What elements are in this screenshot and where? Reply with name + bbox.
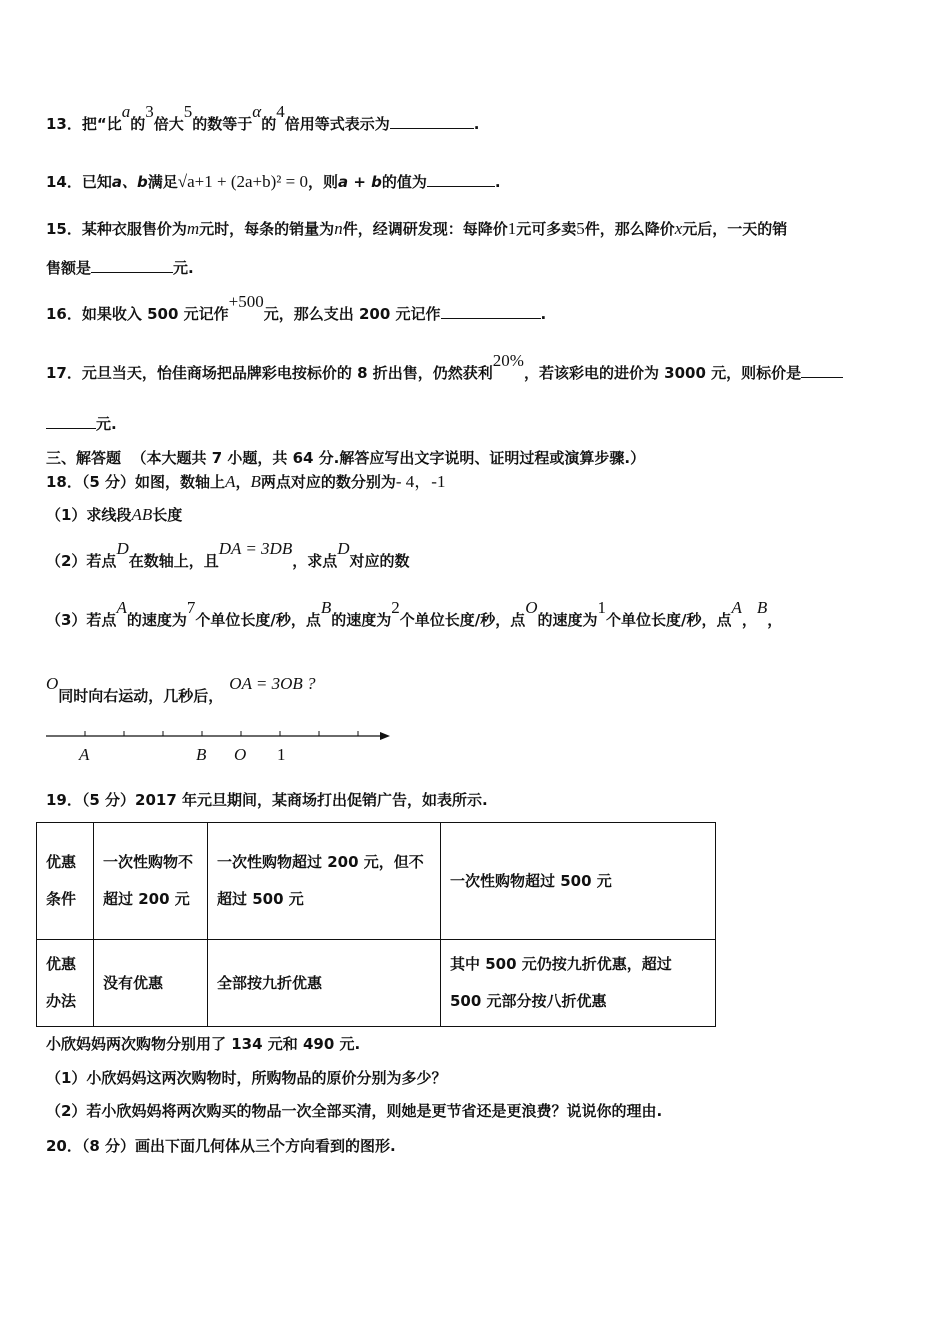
math-num: 5 xyxy=(183,102,193,121)
question-17 xyxy=(46,351,843,383)
answer-blank[interactable] xyxy=(441,304,541,319)
q-text: 售额是 xyxy=(46,259,92,277)
q-text: （3）若点 xyxy=(46,611,117,629)
q-text: 倍大 xyxy=(153,115,184,133)
q-text: 件，那么降价 xyxy=(584,220,675,238)
q-number: 18． xyxy=(46,473,82,491)
math-var: O xyxy=(46,674,59,693)
table-cell: 没有优惠 xyxy=(94,940,208,1027)
math-var: D xyxy=(337,539,350,558)
question-19-part2: （2）若小欣妈妈将两次购买的物品一次全部买清，则她是更节省还是更浪费？说说你的理由. xyxy=(46,1102,663,1120)
q-text: 满足 xyxy=(147,173,178,191)
q-number: 17． xyxy=(46,364,82,382)
question-19-part1: （1）小欣妈妈这两次购物时，所购物品的原价分别为多少？ xyxy=(46,1069,447,1087)
q-text: 两点对应的数分别为 xyxy=(260,473,396,491)
math-var: m xyxy=(186,219,200,238)
question-18-part2 xyxy=(46,539,410,571)
equation: √a+1 + (2a+b)² = 0 xyxy=(177,172,308,191)
q-text: 如图，数轴上 xyxy=(135,473,226,491)
math-var: a、b xyxy=(111,173,148,191)
q-text: ，求点 xyxy=(292,552,338,570)
q-text: 倍用等式表示为 xyxy=(284,115,390,133)
math-num: 3 xyxy=(145,102,154,121)
math-var: AB xyxy=(131,505,153,524)
section-heading xyxy=(46,448,645,468)
math-var: n xyxy=(334,219,343,238)
q-text: 同时向右运动，几秒后， xyxy=(58,687,224,705)
question-14 xyxy=(46,172,501,192)
q-text: （1）求线段 xyxy=(46,506,132,524)
number-line xyxy=(40,725,400,745)
q-text: 个单位长度/秒，点 xyxy=(195,611,321,629)
q-text: 元. xyxy=(173,259,194,277)
q-text: ， xyxy=(741,611,757,629)
q-number: 15． xyxy=(46,220,82,238)
q-text: 个单位长度/秒，点 xyxy=(399,611,526,629)
table-cell: 一次性购物不超过 200 元 xyxy=(94,823,208,940)
q-text: 元时，每条的销量为 xyxy=(199,220,335,238)
math-num: 20% xyxy=(492,351,524,370)
q-number: 16． xyxy=(46,305,82,323)
math-num: 4 xyxy=(276,102,285,121)
q-text: ， xyxy=(235,473,251,491)
math-num: 2 xyxy=(391,598,400,617)
answer-blank[interactable] xyxy=(801,363,843,378)
q-text: 已知 xyxy=(81,173,112,191)
table-row xyxy=(37,823,716,940)
math-num: 1 xyxy=(597,598,607,617)
q-number: 19． xyxy=(46,791,82,809)
q-text: 件，经调研发现：每降价 xyxy=(342,220,508,238)
math-var: B xyxy=(250,472,261,491)
q-score: （8 分） xyxy=(81,1137,136,1155)
q-text: 如果收入 500 元记作 xyxy=(81,305,229,323)
q-text: 的速度为 xyxy=(537,611,598,629)
promotion-table xyxy=(36,822,716,1027)
answer-blank[interactable] xyxy=(427,172,495,187)
q-text: 对应的数 xyxy=(349,552,410,570)
math-var: a xyxy=(121,102,131,121)
table-cell: 优惠条件 xyxy=(37,823,94,940)
answer-blank[interactable] xyxy=(390,114,474,129)
axis-label-a: A xyxy=(79,745,90,764)
math-var: B xyxy=(320,598,332,617)
math-var: α xyxy=(252,102,262,121)
axis-label-b: B xyxy=(196,745,207,764)
section-title: 三、解答题 xyxy=(46,449,122,467)
section-note: （本大题共 7 小题，共 64 分.解答应写出文字说明、证明过程或演算步骤.） xyxy=(131,449,646,467)
q-score: （5 分） xyxy=(81,473,136,491)
question-18-part3 xyxy=(46,598,783,630)
q-text: （2）若点 xyxy=(46,552,117,570)
q-text: 个单位长度/秒，点 xyxy=(606,611,732,629)
question-16 xyxy=(46,292,547,324)
table-cell: 全部按九折优惠 xyxy=(208,940,441,1027)
q-text: 的数等于 xyxy=(192,115,253,133)
q-text: ，则 xyxy=(307,173,338,191)
q-number: 14． xyxy=(46,173,82,191)
q-text: 的 xyxy=(261,115,277,133)
q-text: 的值为 xyxy=(381,173,427,191)
axis-arrow xyxy=(380,732,390,740)
question-15 xyxy=(46,219,787,239)
math-var: O xyxy=(525,598,538,617)
q-text: 在数轴上，且 xyxy=(128,552,219,570)
table-cell: 优惠办法 xyxy=(37,940,94,1027)
question-18-part1 xyxy=(46,505,182,525)
math-var: A xyxy=(116,598,127,617)
axis-label-1: 1 xyxy=(277,745,286,764)
q-number: 20． xyxy=(46,1137,82,1155)
math-num: 1 xyxy=(507,219,517,238)
math-num: 7 xyxy=(186,598,196,617)
math-var: A xyxy=(225,472,236,491)
question-19 xyxy=(46,790,488,810)
question-20 xyxy=(46,1136,396,1156)
q-text: 元后，一天的销 xyxy=(682,220,788,238)
q-text: 长度 xyxy=(152,506,183,524)
q-number: 13． xyxy=(46,115,82,133)
q-text: 元. xyxy=(96,415,117,433)
q-text: 元，那么支出 200 元记作 xyxy=(263,305,441,323)
math-expr: a + b xyxy=(338,173,382,191)
math-num: - 4，-1 xyxy=(395,472,446,491)
answer-blank[interactable] xyxy=(91,258,173,273)
table-cell: 其中 500 元仍按九折优惠，超过 500 元部分按八折优惠 xyxy=(441,940,716,1027)
q-score: （5 分） xyxy=(81,791,136,809)
q-text: 2017 年元旦期间，某商场打出促销广告，如表所示. xyxy=(135,791,488,809)
q-text: ，若该彩电的进价为 3000 元，则标价是 xyxy=(523,364,802,382)
q-text: 元旦当天，怡佳商场把品牌彩电按标价的 8 折出售，仍然获利 xyxy=(81,364,493,382)
q-text: . xyxy=(494,173,501,191)
math-var: B xyxy=(756,598,768,617)
question-18 xyxy=(46,472,445,492)
q-text: 画出下面几何体从三个方向看到的图形. xyxy=(135,1137,396,1155)
equation: DA = 3DB xyxy=(218,539,293,558)
q-text: 的速度为 xyxy=(126,611,187,629)
question-13 xyxy=(46,102,480,134)
table-row xyxy=(37,940,716,1027)
math-num: 5 xyxy=(576,219,585,238)
q-text: ， xyxy=(767,611,783,629)
equation: OA = 3OB ? xyxy=(229,674,316,693)
q-text: . xyxy=(473,115,480,133)
axis-label-o: O xyxy=(234,745,247,764)
table-cell: 一次性购物超过 200 元，但不超过 500 元 xyxy=(208,823,441,940)
question-18-part3-cont xyxy=(46,674,316,706)
question-15-cont xyxy=(46,258,194,278)
math-var: x xyxy=(674,219,683,238)
math-var: D xyxy=(116,539,129,558)
answer-blank[interactable] xyxy=(46,414,96,429)
q-text: 的 xyxy=(130,115,146,133)
q-text: . xyxy=(540,305,547,323)
question-19-text: 小欣妈妈两次购物分别用了 134 元和 490 元. xyxy=(46,1035,361,1053)
q-text: 某种衣服售价为 xyxy=(81,220,187,238)
q-text: 元可多卖 xyxy=(516,220,577,238)
question-17-cont xyxy=(46,414,117,434)
math-var: A xyxy=(731,598,742,617)
math-num: +500 xyxy=(228,292,264,311)
q-text: 把“比 xyxy=(81,115,122,133)
table-cell: 一次性购物超过 500 元 xyxy=(441,823,716,940)
q-text: 的速度为 xyxy=(331,611,392,629)
